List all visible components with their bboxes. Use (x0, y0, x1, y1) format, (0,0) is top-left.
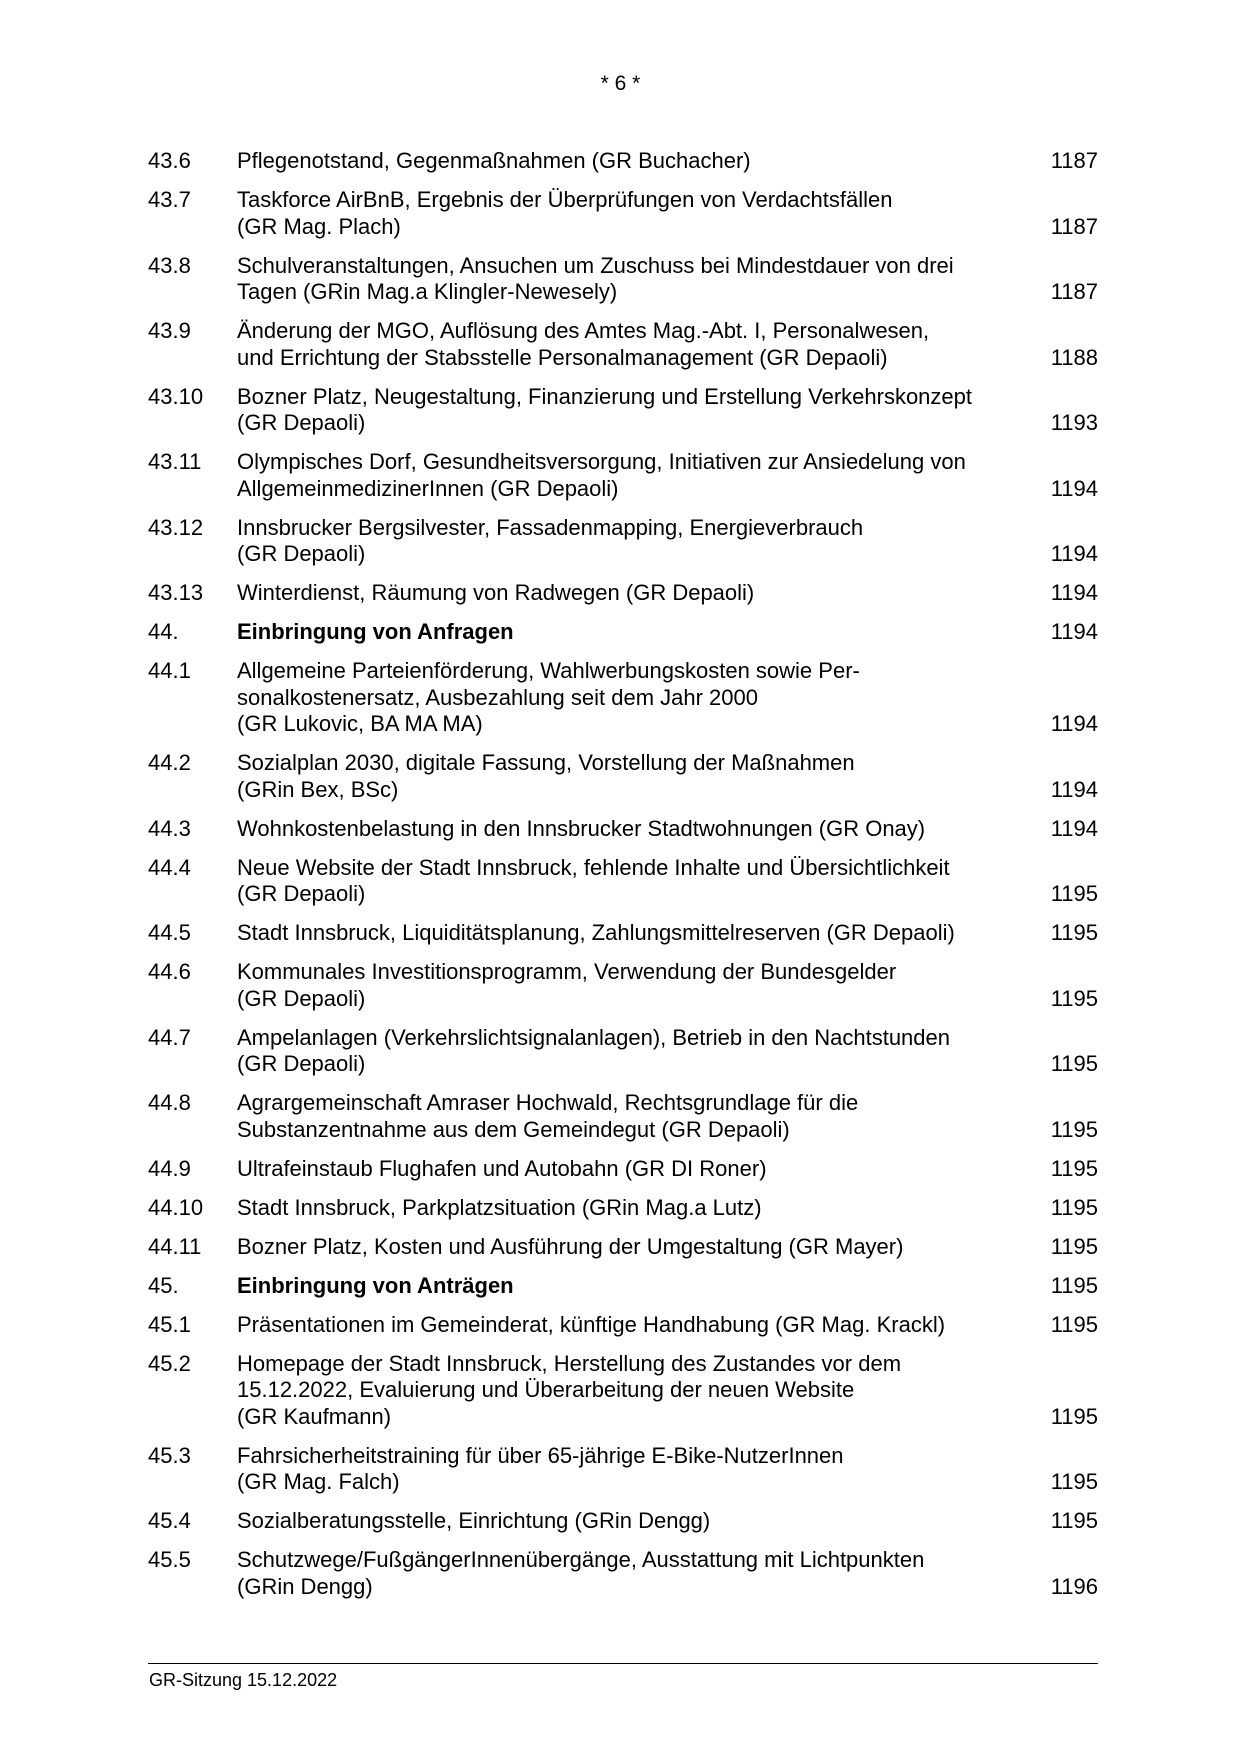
entry-number: 45.4 (148, 1508, 191, 1533)
toc-entry-43-12 (148, 515, 1098, 568)
entry-number: 43.8 (148, 252, 191, 278)
entry-page: 1195 (1050, 920, 1098, 945)
entry-page: 1195 (1050, 1155, 1098, 1181)
entry-page: 1195 (1050, 881, 1098, 906)
entry-number: 44.6 (148, 959, 191, 984)
entry-title: Sozialplan 2030, digitale Fassung, Vorstellung der Maßnahmen (GRin Bex, BSc) (237, 750, 855, 802)
entry-number: 44.10 (148, 1194, 204, 1220)
entry-title: Pflegenotstand, Gegenmaßnahmen (GR Buchacher) (237, 148, 751, 173)
toc-entry-44-1 (148, 658, 1098, 738)
entry-title: Olympisches Dorf, Gesundheitsversorgung, Initiativen zur Ansiedelung von AllgemeinmedizinerInnen (GR Depaoli) (237, 449, 966, 501)
entry-number: 44.3 (148, 815, 191, 841)
entry-title: Ampelanlagen (Verkehrslichtsignalanlagen), Betrieb in den Nachtstunden (GR Depaoli) (237, 1024, 951, 1076)
entry-number: 45.1 (148, 1311, 191, 1337)
entry-title: Ultrafeinstaub Flughafen und Autobahn (GR DI Roner) (237, 1155, 767, 1181)
entry-number: 44.4 (148, 854, 191, 880)
toc-entry-43-7 (148, 187, 1098, 240)
entry-page: 1195 (1050, 1051, 1098, 1076)
entry-title: Präsentationen im Gemeinderat, künftige Handhabung (GR Mag. Krackl) (237, 1311, 946, 1337)
toc-entry-44-2 (148, 750, 1098, 803)
entry-number: 45.3 (148, 1442, 191, 1468)
toc-entry-43-13 (148, 580, 1098, 607)
entry-number: 44.1 (148, 658, 191, 683)
entry-title: Änderung der MGO, Auflösung des Amtes Mag.-Abt. I, Personalwesen, und Errichtung der Stabsstelle Personalmanagement (GR Depaoli) (237, 318, 930, 370)
entry-page: 1195 (1050, 1311, 1098, 1337)
entry-page: 1194 (1050, 619, 1098, 644)
entry-page: 1195 (1050, 1272, 1098, 1298)
table-of-contents (148, 148, 1098, 1613)
entry-page: 1194 (1050, 776, 1098, 802)
entry-page: 1194 (1050, 475, 1098, 501)
entry-number: 44.7 (148, 1024, 191, 1050)
entry-page: 1195 (1050, 1233, 1098, 1259)
entry-page: 1194 (1050, 541, 1098, 566)
entry-page: 1187 (1050, 213, 1098, 239)
entry-title: Taskforce AirBnB, Ergebnis der Überprüfungen von Verdachtsfällen (GR Mag. Plach) (237, 187, 893, 239)
entry-title: Agrargemeinschaft Amraser Hochwald, Rechtsgrundlage für die Substanzentnahme aus dem Gemeindegut (GR Depaoli) (237, 1090, 859, 1142)
entry-number: 43.11 (148, 449, 202, 474)
toc-entry-44-4 (148, 855, 1098, 908)
entry-title: Bozner Platz, Neugestaltung, Finanzierung und Erstellung Verkehrskonzept (GR Depaoli) (237, 383, 972, 435)
entry-title: Kommunales Investitionsprogramm, Verwendung der Bundesgelder (GR Depaoli) (237, 959, 897, 1011)
entry-page: 1193 (1050, 410, 1098, 435)
entry-page: 1188 (1050, 344, 1098, 370)
entry-number: 43.6 (148, 148, 191, 173)
toc-entry-44-10 (148, 1195, 1098, 1222)
toc-entry-45-1 (148, 1312, 1098, 1339)
entry-number: 43.13 (148, 580, 204, 605)
entry-page: 1194 (1050, 711, 1098, 736)
entry-page: 1194 (1050, 580, 1098, 605)
entry-page: 1195 (1050, 1116, 1098, 1142)
entry-title: Fahrsicherheitstraining für über 65-jährige E-Bike-NutzerInnen (GR Mag. Falch) (237, 1442, 844, 1494)
entry-number: 45.5 (148, 1547, 191, 1572)
entry-page: 1195 (1050, 1508, 1098, 1533)
toc-entry-45-3 (148, 1443, 1098, 1496)
toc-entry-44-8 (148, 1090, 1098, 1143)
toc-entry-43-11 (148, 449, 1098, 502)
entry-number: 43.10 (148, 383, 204, 409)
entry-page: 1195 (1050, 1469, 1098, 1494)
entry-number: 44.2 (148, 750, 191, 775)
entry-title: Schulveranstaltungen, Ansuchen um Zuschuss bei Mindestdauer von drei Tagen (GRin Mag.a Klingler-Newesely) (237, 252, 954, 304)
entry-page: 1194 (1050, 815, 1098, 841)
toc-entry-44-5 (148, 920, 1098, 947)
toc-entry-44-3 (148, 816, 1098, 843)
toc-entry-43-9 (148, 318, 1098, 371)
toc-entry-45-4 (148, 1508, 1098, 1535)
entry-number: 44. (148, 619, 179, 644)
entry-title: Winterdienst, Räumung von Radwegen (GR Depaoli) (237, 580, 755, 605)
entry-page: 1187 (1050, 279, 1098, 304)
footer-divider (148, 1663, 1098, 1664)
entry-number: 45. (148, 1272, 179, 1298)
entry-number: 43.7 (148, 187, 191, 212)
entry-page: 1187 (1050, 148, 1098, 173)
entry-page: 1196 (1050, 1573, 1098, 1599)
toc-entry-43-10 (148, 384, 1098, 437)
entry-page: 1195 (1050, 1194, 1098, 1220)
entry-title: Sozialberatungsstelle, Einrichtung (GRin Dengg) (237, 1508, 711, 1533)
entry-number: 44.5 (148, 920, 191, 945)
entry-page: 1195 (1050, 1403, 1098, 1429)
entry-title: Innsbrucker Bergsilvester, Fassadenmapping, Energieverbrauch (GR Depaoli) (237, 514, 864, 566)
entry-title: Neue Website der Stadt Innsbruck, fehlende Inhalte und Übersichtlichkeit (GR Depaoli) (237, 854, 950, 906)
entry-number: 44.8 (148, 1090, 191, 1115)
entry-title: Schutzwege/FußgängerInnenübergänge, Ausstattung mit Lichtpunkten (GRin Dengg) (237, 1547, 925, 1599)
toc-entry-44-11 (148, 1234, 1098, 1261)
entry-page: 1195 (1050, 985, 1098, 1011)
entry-number: 44.9 (148, 1155, 191, 1181)
toc-heading-44 (148, 619, 1098, 646)
entry-title: Homepage der Stadt Innsbruck, Herstellung des Zustandes vor dem 15.12.2022, Evaluierung und Überarbeitung der neuen Website (GR Kaufmann) (237, 1350, 902, 1429)
toc-heading-45 (148, 1273, 1098, 1300)
entry-number: 44.11 (148, 1233, 202, 1259)
entry-title: Stadt Innsbruck, Parkplatzsituation (GRin Mag.a Lutz) (237, 1194, 762, 1220)
entry-title: Einbringung von Anträgen (237, 1272, 514, 1298)
toc-entry-45-5 (148, 1547, 1098, 1600)
footer-session-date: GR-Sitzung 15.12.2022 (149, 1670, 338, 1690)
toc-entry-44-7 (148, 1025, 1098, 1078)
entry-title: Wohnkostenbelastung in den Innsbrucker Stadtwohnungen (GR Onay) (237, 815, 926, 841)
toc-entry-45-2 (148, 1351, 1098, 1431)
entry-number: 43.9 (148, 318, 191, 343)
entry-title: Bozner Platz, Kosten und Ausführung der Umgestaltung (GR Mayer) (237, 1233, 904, 1259)
entry-title: Einbringung von Anfragen (237, 619, 514, 644)
toc-entry-44-6 (148, 959, 1098, 1012)
entry-number: 43.12 (148, 514, 204, 540)
entry-number: 45.2 (148, 1350, 191, 1376)
toc-entry-43-6 (148, 148, 1098, 175)
entry-title: Allgemeine Parteienförderung, Wahlwerbungskosten sowie Per- sonalkostenersatz, Ausbezahlung seit dem Jahr 2000 (GR Lukovic, BA MA MA) (237, 658, 860, 736)
toc-entry-44-9 (148, 1156, 1098, 1183)
page-number: * 6 * (600, 72, 641, 95)
toc-entry-43-8 (148, 253, 1098, 306)
entry-title: Stadt Innsbruck, Liquiditätsplanung, Zahlungsmittelreserven (GR Depaoli) (237, 920, 955, 945)
